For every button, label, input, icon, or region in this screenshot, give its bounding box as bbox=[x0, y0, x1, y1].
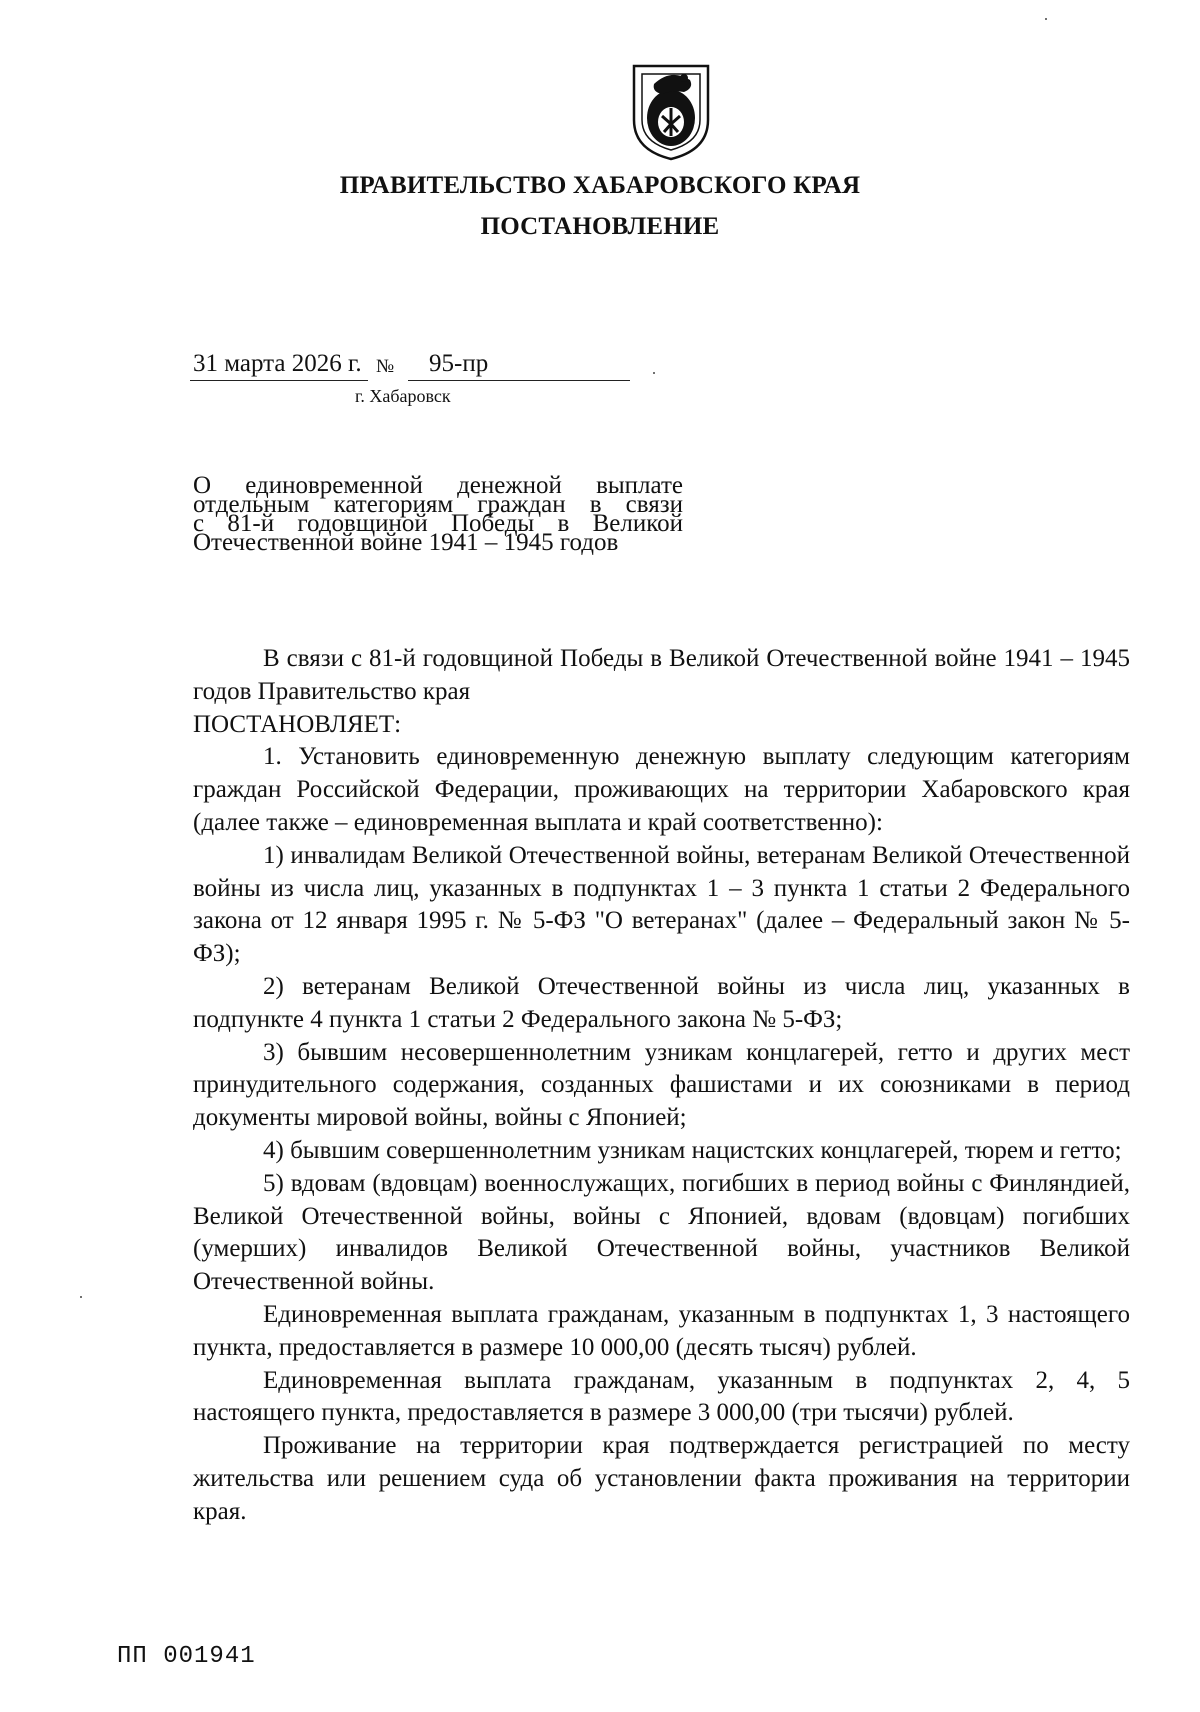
bear-shield-icon bbox=[628, 62, 714, 162]
payment-paragraph-1: Единовременная выплата гражданам, указанным в подпунктах 1, 3 настоящего пункта, предоставляется в размере 10 000,00 (десять тысяч) рублей. bbox=[193, 1300, 1130, 1361]
resolves-heading: ПОСТАНОВЛЯЕТ: bbox=[193, 710, 402, 738]
subitem-5: 5) вдовам (вдовцам) военнослужащих, погибших в период войны с Финляндией, Великой Отечественной войны, войны с Японией, вдовам (вдовцам) погибших (умерших) инвалидов Великой Отечественной войны, участников Великой Отечественной войны. bbox=[193, 1169, 1130, 1296]
scan-speck bbox=[653, 372, 655, 374]
coat-of-arms-emblem bbox=[628, 62, 714, 162]
subitem-1: 1) инвалидам Великой Отечественной войны, ветеранам Великой Отечественной войны из числа лиц, указанных в подпунктах 1 – 3 пункта 1 статьи 2 Федерального закона от 12 января 1995 г. № 5-ФЗ "О ветеранах" (далее – Федеральный закон № 5-ФЗ); bbox=[193, 841, 1130, 968]
title-line: отдельным категориям граждан в связи bbox=[193, 491, 683, 518]
document-number: 95-пр bbox=[429, 350, 489, 377]
number-underline bbox=[408, 380, 630, 381]
date-underline bbox=[190, 380, 368, 381]
number-sign: № bbox=[376, 356, 395, 377]
title-line: с 81-й годовщиной Победы в Великой bbox=[193, 510, 683, 537]
document-date: 31 марта 2026 г. bbox=[193, 350, 362, 377]
document-body bbox=[193, 643, 1130, 1529]
subitem-4: 4) бывшим совершеннолетним узникам нацистских концлагерей, тюрем и гетто; bbox=[263, 1136, 1122, 1164]
government-name: ПРАВИТЕЛЬСТВО ХАБАРОВСКОГО КРАЯ bbox=[339, 172, 861, 199]
scan-speck bbox=[1045, 18, 1047, 20]
subitem-3: 3) бывшим несовершеннолетним узникам концлагерей, гетто и других мест принудительного содержания, созданных фашистами и их союзниками в период документы мировой войны, войны с Японией; bbox=[193, 1038, 1130, 1132]
title-line: О единовременной денежной выплате bbox=[193, 472, 683, 499]
scan-speck bbox=[80, 1296, 82, 1298]
residence-paragraph: Проживание на территории края подтверждается регистрацией по месту жительства или решением суда об установлении факта проживания на территории края. bbox=[193, 1432, 1130, 1525]
title-line: Отечественной войне 1941 – 1945 годов bbox=[193, 529, 619, 556]
form-serial-stamp: ПП 001941 bbox=[117, 1643, 256, 1670]
document-type: ПОСТАНОВЛЕНИЕ bbox=[480, 213, 720, 240]
subitem-2: 2) ветеранам Великой Отечественной войны из числа лиц, указанных в подпункте 4 пункта 1 статьи 2 Федерального закона № 5-ФЗ; bbox=[193, 972, 1130, 1033]
payment-paragraph-2: Единовременная выплата гражданам, указанным в подпунктах 2, 4, 5 настоящего пункта, предоставляется в размере 3 000,00 (три тысячи) рублей. bbox=[193, 1366, 1130, 1427]
document-title bbox=[193, 472, 683, 556]
city: г. Хабаровск bbox=[355, 386, 451, 406]
item-1: 1. Установить единовременную денежную выплату следующим категориям граждан Российской Федерации, проживающих на территории Хабаровского края (далее также – единовременная выплата и край соответственно): bbox=[193, 743, 1130, 836]
intro-paragraph: В связи с 81-й годовщиной Победы в Великой Отечественной войне 1941 – 1945 годов Правительство края bbox=[193, 645, 1130, 705]
